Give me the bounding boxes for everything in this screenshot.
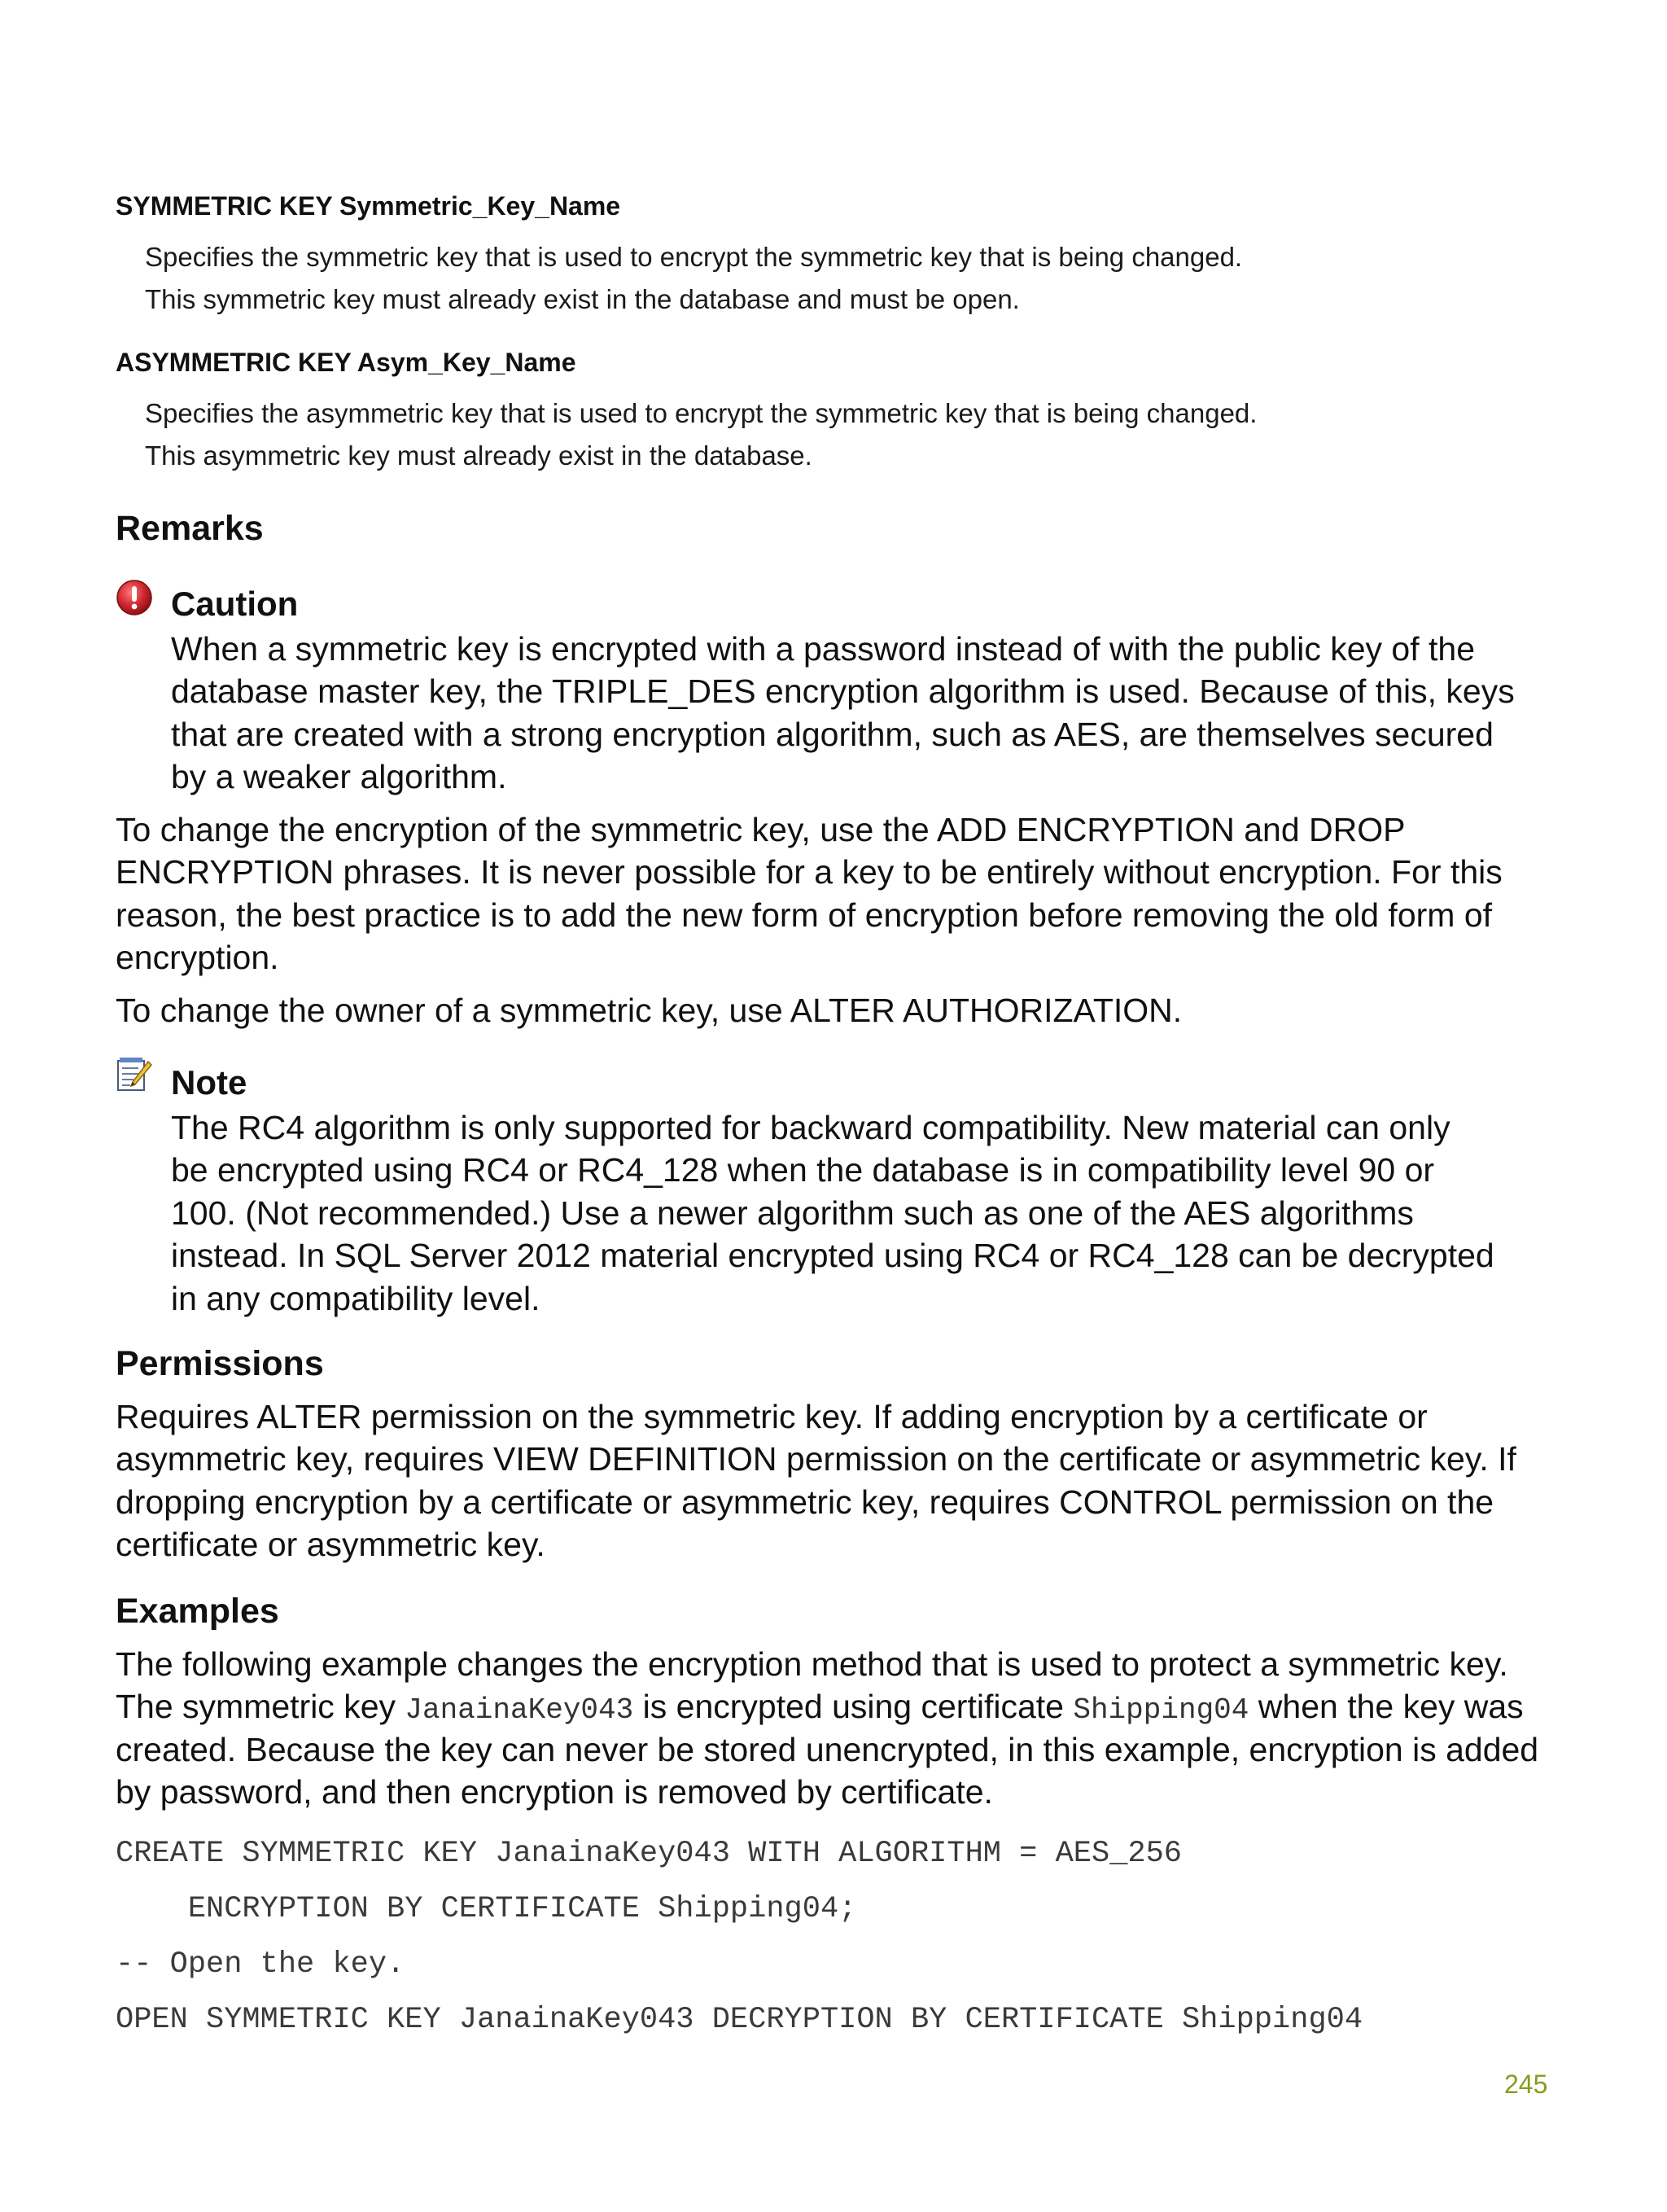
examples-text: is encrypted using certificate: [633, 1688, 1074, 1725]
code-line: ENCRYPTION BY CERTIFICATE Shipping04;: [116, 1892, 857, 1926]
definition-text: Specifies the symmetric key that is used to encrypt the symmetric key that is being changed.: [145, 242, 1243, 272]
remarks-paragraph: To change the encryption of the symmetric key, use the ADD ENCRYPTION and DROP: [116, 811, 1406, 848]
caution-text: When a symmetric key is encrypted with a password instead of with the public key of the: [171, 630, 1476, 668]
caution-text: that are created with a strong encryption algorithm, such as AES, are themselves secured: [171, 716, 1494, 753]
remarks-paragraph: encryption.: [116, 939, 279, 976]
caution-text: database master key, the TRIPLE_DES encryption algorithm is used. Because of this, keys: [171, 672, 1515, 710]
note-text: in any compatibility level.: [171, 1280, 540, 1317]
remarks-paragraph-owner: To change the owner of a symmetric key, use ALTER AUTHORIZATION.: [116, 992, 1183, 1029]
remarks-paragraph: ENCRYPTION phrases. It is never possible for a key to be entirely without encryption. For this: [116, 853, 1503, 891]
note-text: 100. (Not recommended.) Use a newer algorithm such as one of the AES algorithms: [171, 1194, 1414, 1232]
definition-term-asymmetric-key: ASYMMETRIC KEY Asym_Key_Name: [116, 348, 576, 377]
permissions-paragraph: certificate or asymmetric key.: [116, 1526, 545, 1563]
note-text: instead. In SQL Server 2012 material encrypted using RC4 or RC4_128 can be decrypted: [171, 1237, 1494, 1274]
examples-paragraph: The following example changes the encryption method that is used to protect a symmetric key.: [116, 1645, 1508, 1683]
caution-title: Caution: [171, 585, 299, 623]
permissions-paragraph: Requires ALTER permission on the symmetric key. If adding encryption by a certificate or: [116, 1398, 1428, 1435]
section-heading-remarks: Remarks: [116, 509, 264, 548]
code-line: CREATE SYMMETRIC KEY JanainaKey043 WITH ALGORITHM = AES_256: [116, 1837, 1183, 1871]
caution-icon: [116, 579, 153, 616]
section-heading-permissions: Permissions: [116, 1344, 324, 1383]
remarks-paragraph: reason, the best practice is to add the new form of encryption before removing the old form of: [116, 896, 1493, 934]
definition-text: This symmetric key must already exist in the database and must be open.: [145, 284, 1020, 314]
definition-text: This asymmetric key must already exist in the database.: [145, 440, 812, 471]
note-title: Note: [171, 1063, 247, 1102]
examples-paragraph: created. Because the key can never be stored unencrypted, in this example, encryption is added: [116, 1731, 1539, 1768]
caution-text: by a weaker algorithm.: [171, 758, 507, 795]
note-text: The RC4 algorithm is only supported for backward compatibility. New material can only: [171, 1109, 1450, 1146]
permissions-paragraph: asymmetric key, requires VIEW DEFINITION permission on the certificate or asymmetric key. If: [116, 1440, 1516, 1478]
examples-text: when the key was: [1249, 1688, 1524, 1725]
permissions-paragraph: dropping encryption by a certificate or asymmetric key, requires CONTROL permission on the: [116, 1483, 1494, 1521]
definition-text: Specifies the asymmetric key that is used to encrypt the symmetric key that is being changed.: [145, 398, 1258, 428]
page-number: 245: [1504, 2070, 1548, 2099]
code-line: OPEN SYMMETRIC KEY JanainaKey043 DECRYPTION BY CERTIFICATE Shipping04: [116, 2003, 1363, 2037]
examples-text: The symmetric key: [116, 1688, 405, 1725]
note-icon: [116, 1057, 153, 1094]
definition-term-symmetric-key: SYMMETRIC KEY Symmetric_Key_Name: [116, 191, 621, 221]
inline-code-key-name: JanainaKey043: [405, 1693, 634, 1727]
inline-code-certificate-name: Shipping04: [1073, 1693, 1249, 1727]
section-heading-examples: Examples: [116, 1592, 279, 1631]
code-line: -- Open the key.: [116, 1947, 405, 1982]
note-text: be encrypted using RC4 or RC4_128 when the database is in compatibility level 90 or: [171, 1151, 1435, 1189]
examples-paragraph: by password, and then encryption is removed by certificate.: [116, 1773, 993, 1811]
examples-paragraph: [116, 1685, 1548, 1732]
